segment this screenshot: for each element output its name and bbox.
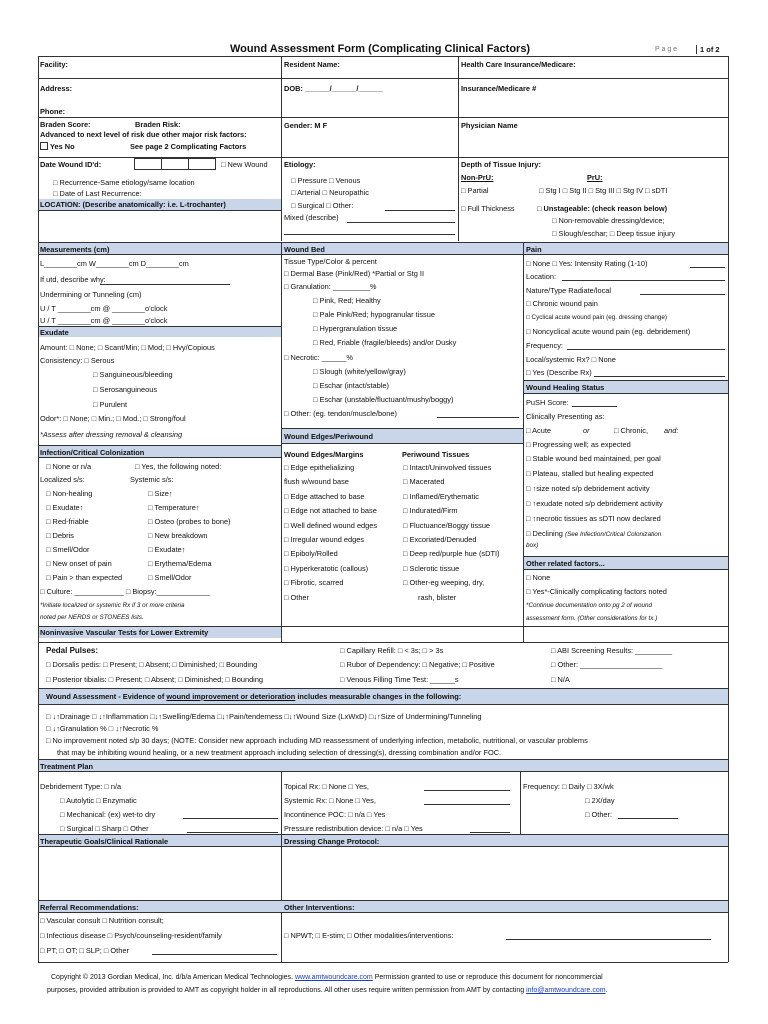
- pain-chronic[interactable]: □ Chronic wound pain: [526, 299, 598, 308]
- periwound-item[interactable]: □ Macerated: [403, 477, 445, 487]
- depth-nonremovable[interactable]: □ Non-removable dressing/device;: [552, 216, 665, 225]
- measure-ut-1[interactable]: U / T ________cm @ ________o'clock: [40, 304, 168, 313]
- infection-local-item[interactable]: □ Pain > than expected: [46, 573, 123, 582]
- dorsalis-pedis[interactable]: □ Dorsalis pedis: □ Present; □ Absent; □ Diminished; □ Bounding: [46, 660, 258, 669]
- edges-margins-header: Wound Edges/Margins: [284, 450, 364, 459]
- referral-line-2[interactable]: □ Infectious disease □ Psych/counseling-resident/family: [40, 931, 222, 940]
- pain-rx[interactable]: Local/systemic Rx? □ None: [526, 355, 616, 364]
- healing-chronic[interactable]: □ Chronic,: [614, 426, 649, 435]
- etiology-row-1[interactable]: □ Pressure □ Venous: [291, 176, 361, 185]
- infection-systemic-item[interactable]: □ Temperature↑: [148, 503, 200, 512]
- pedal-pulses-label: Pedal Pulses:: [46, 646, 99, 655]
- edges-title: Wound Edges/Periwound: [284, 432, 373, 441]
- debridement-autolytic[interactable]: □ Autolytic □ Enzymatic: [60, 796, 137, 805]
- debridement-type[interactable]: Debridement Type: □ n/a: [40, 782, 122, 791]
- page-word: P a g e: [655, 46, 678, 53]
- healing-plateau[interactable]: □ Plateau, stalled but healing expected: [526, 469, 654, 478]
- pain-noncyclical[interactable]: □ Noncyclical acute wound pain (eg. debridement): [526, 327, 691, 336]
- yes-checkbox[interactable]: [40, 142, 48, 150]
- other-interventions-title: Other Interventions:: [284, 903, 355, 912]
- goals-title: Therapeutic Goals/Clinical Rationale: [40, 837, 169, 846]
- infection-culture[interactable]: □ Culture: ____________ □ Biopsy:_____________: [40, 587, 211, 596]
- exudate-purulent[interactable]: □ Purulent: [93, 400, 128, 409]
- vascular-na[interactable]: □ N/A: [551, 675, 570, 684]
- other-factors-yes[interactable]: □ Yes*-Clinically complicating factors noted: [526, 587, 667, 596]
- infection-none[interactable]: □ None or n/a: [46, 462, 92, 471]
- address-label: Address:: [40, 84, 73, 93]
- healing-progressing[interactable]: □ Progressing well; as expected: [526, 440, 631, 449]
- infection-systemic-item[interactable]: □ New breakdown: [148, 531, 208, 540]
- edge-margin-item[interactable]: □ Irregular wound edges: [284, 535, 365, 544]
- debridement-surgical[interactable]: □ Surgical □ Sharp □ Other: [60, 824, 149, 833]
- braden-score-label: Braden Score:: [40, 120, 91, 129]
- bed-line-4[interactable]: □ Pink, Red; Healthy: [313, 296, 381, 305]
- periwound-item[interactable]: □ Sclerotic tissue: [403, 563, 460, 573]
- infection-yes[interactable]: □ Yes, the following noted:: [135, 462, 222, 471]
- infection-note-2: noted per NERDS or STONEES lists.: [40, 614, 144, 621]
- depth-slough[interactable]: □ Slough/eschar; □ Deep tissue injury: [552, 229, 676, 238]
- exudate-consistency[interactable]: Consistency: □ Serous: [40, 356, 115, 365]
- evidence-line-4: that may be inhibiting wound healing, or a new treatment approach including selection of dressing(s), dressing combination and/or FOC.: [57, 748, 502, 757]
- wound-bed-title: Wound Bed: [284, 245, 325, 254]
- measure-undermining: Undermining or Tunneling (cm): [40, 290, 142, 299]
- frame-bottom: [38, 962, 728, 963]
- bed-line-11[interactable]: □ Eschar (unstable/fluctuant/mushy/boggy): [313, 395, 454, 404]
- healing-necrotic[interactable]: □ ↑necrotic tissues as sDTI now declared: [526, 514, 661, 523]
- insurance-label: Health Care Insurance/Medicare:: [461, 60, 576, 69]
- edge-margin-item[interactable]: □ Well defined wound edges: [284, 520, 378, 530]
- periwound-item[interactable]: □ Deep red/purple hue (sDTI): [403, 549, 500, 559]
- dressing-entry-area[interactable]: [283, 848, 726, 898]
- infection-systemic-item[interactable]: □ Osteo (probes to bone): [148, 517, 231, 526]
- rubor-dependency[interactable]: □ Rubor of Dependency: □ Negative; □ Positive: [340, 660, 495, 669]
- clinically-presenting: Clinically Presenting as:: [526, 412, 605, 421]
- periwound-item[interactable]: □ Inflamed/Erythematic: [403, 491, 479, 501]
- footer-line-1: Copyright © 2013 Gordian Medical, Inc. d/b/a American Medical Technologies. www.amtwoundcare.com Permission granted to use or reproduce this document for noncommercial: [51, 974, 603, 981]
- infection-local-item[interactable]: □ Debris: [46, 531, 74, 540]
- frame-right: [728, 56, 729, 962]
- exudate-odor[interactable]: Odor*: □ None; □ Min.; □ Mod.; □ Strong/foul: [40, 414, 186, 423]
- healing-declining-box: box): [526, 542, 539, 549]
- depth-label: Depth of Tissue Injury:: [461, 160, 541, 169]
- dressing-protocol-title: Dressing Change Protocol:: [284, 837, 380, 846]
- gender-label: Gender: M F: [284, 121, 328, 130]
- infection-systemic-item[interactable]: □ Exudate↑: [148, 545, 186, 554]
- date-wound-id-field[interactable]: [134, 158, 216, 170]
- dob-label: DOB: ______/______/______: [284, 84, 384, 93]
- bed-line-7[interactable]: □ Red, Friable (fragile/bleeds) and/or Dusky: [313, 338, 457, 347]
- bed-line-8[interactable]: □ Necrotic: ______%: [284, 353, 353, 362]
- bed-line-10[interactable]: □ Eschar (intact/stable): [313, 381, 389, 390]
- edge-margin-item[interactable]: □ Edge attached to base: [284, 491, 365, 501]
- bed-line-12[interactable]: □ Other: (eg. tendon/muscle/bone): [284, 409, 397, 418]
- exudate-serosanguineous[interactable]: □ Serosanguineous: [93, 385, 158, 394]
- frequency-2x[interactable]: □ 2X/day: [585, 796, 615, 805]
- page-number: 1 of 2: [696, 45, 720, 54]
- infection-note-1: *Initiate localized or systemic Rx if 3 or more criteria: [40, 602, 185, 609]
- footer-line-2: purposes, provided attribution is provided to AMT as copyright holder in all reproductions. All other uses require written permission from AMT by contacting info@amtwoundcare.com.: [47, 987, 608, 994]
- vascular-title: Noninvasive Vascular Tests for Lower Extremity: [40, 628, 209, 637]
- periwound-item[interactable]: □ Other-eg weeping, dry,: [403, 578, 485, 588]
- edge-margin-item[interactable]: □ Epiboly/Rolled: [284, 549, 338, 559]
- measurements-title: Measurements (cm): [40, 245, 110, 254]
- edge-margin-item[interactable]: □ Hyperkeratotic (callous): [284, 563, 369, 573]
- healing-and: and:: [664, 426, 679, 435]
- periwound-item: rash, blister: [418, 592, 457, 602]
- pain-frequency[interactable]: Frequency:: [526, 341, 563, 350]
- advanced-risk-label: Advanced to next level of risk due other major risk factors:: [40, 130, 247, 139]
- insurance-number-label: Insurance/Medicare #: [461, 84, 537, 93]
- referral-line-3[interactable]: □ PT; □ OT; □ SLP; □ Other: [40, 946, 129, 955]
- infection-systemic-item[interactable]: □ Size↑: [148, 489, 173, 498]
- resident-name-label: Resident Name:: [284, 60, 340, 69]
- systemic-rx[interactable]: Systemic Rx: □ None □ Yes,: [284, 796, 376, 805]
- localized-ss: Localized s/s:: [40, 475, 85, 484]
- etiology-row-3[interactable]: □ Surgical □ Other:: [291, 201, 354, 210]
- frame-top: [38, 56, 728, 57]
- location-label: LOCATION: (Describe anatomically: i.e. L-trochanter): [40, 200, 226, 209]
- website-link[interactable]: www.amtwoundcare.com: [294, 974, 373, 981]
- topical-rx[interactable]: Topical Rx: □ None □ Yes,: [284, 782, 369, 791]
- periwound-header: Periwound Tissues: [402, 450, 470, 459]
- evidence-title: Wound Assessment - Evidence of wound improvement or deterioration includes measurable changes in the following:: [46, 692, 462, 701]
- date-wound-id-label: Date Wound ID'd:: [40, 160, 102, 169]
- periwound-item[interactable]: □ Fluctuance/Boggy tissue: [403, 520, 491, 530]
- bed-line-2[interactable]: □ Dermal Base (Pink/Red) *Partial or Stg II: [284, 269, 425, 278]
- evidence-line-2[interactable]: □ ↓↑Granulation % □ ↓↑Necrotic %: [46, 724, 159, 733]
- measure-utd[interactable]: If utd, describe why:: [40, 275, 106, 284]
- facility-label: Facility:: [40, 60, 68, 69]
- referral-line-1[interactable]: □ Vascular consult □ Nutrition consult;: [40, 916, 164, 925]
- goals-entry-area[interactable]: [40, 848, 279, 898]
- edge-margin-item: flush w/wound base: [284, 477, 349, 487]
- advanced-yes-no: Yes No: [40, 142, 75, 151]
- form-title: Wound Assessment Form (Complicating Clinical Factors): [230, 43, 531, 55]
- measure-lwd[interactable]: L________cm W________cm D________cm: [40, 259, 189, 268]
- infection-systemic-item[interactable]: □ Erythema/Edema: [148, 559, 212, 568]
- exudate-sanguineous[interactable]: □ Sanguineous/bleeding: [93, 370, 173, 379]
- bed-line-9[interactable]: □ Slough (white/yellow/gray): [313, 367, 406, 376]
- edge-margin-item[interactable]: □ Other: [284, 592, 310, 602]
- depth-full[interactable]: □ Full Thickness: [461, 204, 515, 213]
- healing-stable[interactable]: □ Stable wound bed maintained, per goal: [526, 454, 661, 463]
- bed-line-6[interactable]: □ Hypergranulation tissue: [313, 324, 398, 333]
- physician-label: Physician Name: [461, 121, 518, 130]
- infection-local-item[interactable]: □ Non-healing: [46, 489, 93, 498]
- healing-or: or: [583, 426, 590, 435]
- systemic-ss: Systemic s/s:: [130, 475, 174, 484]
- evidence-line-1[interactable]: □ ↓↑Drainage □ ↓↑Inflammation □↓↑Swelling/Edema □↓↑Pain/tenderness □↓↑Wound Size (LxWxD) □↓↑Size of Undermining/Tunneling: [46, 712, 482, 721]
- healing-title: Wound Healing Status: [526, 383, 605, 392]
- measure-ut-2[interactable]: U / T ________cm @ ________o'clock: [40, 316, 168, 325]
- incontinence-poc[interactable]: Incontinence POC: □ n/a □ Yes: [284, 810, 386, 819]
- edge-margin-item[interactable]: □ Fibrotic, scarred: [284, 578, 344, 588]
- last-recurrence-option[interactable]: □ Date of Last Recurrence:: [53, 189, 142, 198]
- bed-line-5[interactable]: □ Pale Pink/Red; hypogranular tissue: [313, 310, 435, 319]
- other-factors-title: Other related factors...: [526, 559, 605, 568]
- email-link[interactable]: info@amtwoundcare.com: [526, 987, 606, 994]
- evidence-line-3[interactable]: □ No improvement noted s/p 30 days; (NOTE: Consider new approach including MD reassessment of underlying infection, metabolic, nutritional, or vascular problems: [46, 736, 588, 745]
- non-pru-label: Non-PrU:: [461, 173, 494, 182]
- pain-location[interactable]: Location:: [526, 272, 556, 281]
- frequency[interactable]: Frequency: □ Daily □ 3X/wk: [523, 782, 614, 791]
- pain-nature[interactable]: Nature/Type Radiate/local: [526, 286, 612, 295]
- infection-title: Infection/Critical Colonization: [40, 448, 145, 457]
- phone-label: Phone:: [40, 107, 66, 116]
- venous-filling[interactable]: □ Venous Filling Time Test: ______s: [340, 675, 459, 684]
- posterior-tibialis[interactable]: □ Posterior tibialis: □ Present; □ Absent; □ Diminished; □ Bounding: [46, 675, 264, 684]
- pain-cyclical[interactable]: □ Cyclical acute wound pain (eg. dressing change): [526, 314, 668, 321]
- healing-exudate[interactable]: □ ↑exudate noted s/p debridement activity: [526, 499, 663, 508]
- vascular-other[interactable]: □ Other: ____________________: [551, 660, 663, 669]
- push-score[interactable]: PuSH Score:: [526, 398, 569, 407]
- other-factors-note-2: assessment form. (Other considerations for tx.): [526, 615, 658, 622]
- periwound-item[interactable]: □ Intact/Uninvolved tissues: [403, 463, 492, 472]
- pain-title: Pain: [526, 245, 542, 254]
- periwound-item[interactable]: □ Indurated/Firm: [403, 506, 458, 516]
- exudate-amount[interactable]: Amount: □ None; □ Scant/Min; □ Mod; □ Hvy/Copious: [40, 343, 215, 352]
- healing-size[interactable]: □ ↑size noted s/p debridement activity: [526, 484, 650, 493]
- infection-local-item[interactable]: □ Exudate↑: [46, 503, 84, 512]
- depth-partial[interactable]: □ Partial: [461, 186, 489, 195]
- new-wound-option[interactable]: □ New Wound: [221, 160, 268, 169]
- edge-margin-item[interactable]: □ Edge not attached to base: [284, 506, 377, 516]
- treatment-title: Treatment Plan: [40, 762, 93, 771]
- depth-stages[interactable]: □ Stg I □ Stg II □ Stg III □ Stg IV □ sDTI: [539, 186, 668, 195]
- depth-unstageable[interactable]: □ Unstageable: (check reason below): [537, 204, 668, 213]
- other-factors-none[interactable]: □ None: [526, 573, 551, 582]
- referral-title: Referral Recommendations:: [40, 903, 139, 912]
- capillary-refill[interactable]: □ Capillary Refill: □ < 3s; □ > 3s: [340, 646, 444, 655]
- pain-line-1[interactable]: □ None □ Yes: Intensity Rating (1-10): [526, 259, 648, 268]
- infection-local-item[interactable]: □ Red-friable: [46, 517, 89, 526]
- pru-label: PrU:: [587, 173, 603, 182]
- frame-left: [38, 56, 39, 962]
- infection-local-item[interactable]: □ New onset of pain: [46, 559, 112, 568]
- healing-declining[interactable]: □ Declining (See Infection/Critical Colonization: [526, 529, 662, 538]
- other-factors-note-1: *Continue documentation onto pg 2 of wound: [526, 602, 653, 609]
- debridement-mechanical[interactable]: □ Mechanical: (ex) wet-to dry: [60, 810, 156, 819]
- exudate-note: *Assess after dressing removal & cleansing: [40, 430, 183, 439]
- pain-rx-yes[interactable]: □ Yes (Describe Rx): [526, 368, 592, 377]
- periwound-item[interactable]: □ Excoriated/Denuded: [403, 535, 477, 544]
- pressure-device[interactable]: Pressure redistribution device: □ n/a □ Yes: [284, 824, 423, 833]
- infection-systemic-item[interactable]: □ Smell/Odor: [148, 573, 192, 582]
- edge-margin-item[interactable]: □ Edge epithelializing: [284, 463, 355, 472]
- etiology-row-2[interactable]: □ Arterial □ Neuropathic: [291, 188, 369, 197]
- see-page-note: See page 2 Complicating Factors: [130, 142, 247, 151]
- exudate-title: Exudate: [40, 328, 69, 337]
- bed-line-1: Tissue Type/Color & percent: [284, 257, 377, 266]
- etiology-label: Etiology:: [284, 160, 316, 169]
- braden-risk-label: Braden Risk:: [135, 120, 181, 129]
- other-interventions-line[interactable]: □ NPWT; □ E-stim; □ Other modalities/interventions:: [284, 931, 454, 940]
- infection-local-item[interactable]: □ Smell/Odor: [46, 545, 90, 554]
- recurrence-option[interactable]: □ Recurrence-Same etiology/same location: [53, 178, 195, 187]
- bed-line-3[interactable]: □ Granulation: _________%: [284, 282, 377, 291]
- etiology-mixed[interactable]: Mixed (describe): [284, 213, 339, 222]
- healing-acute[interactable]: □ Acute: [526, 426, 552, 435]
- abi-results[interactable]: □ ABI Screening Results: _________: [551, 646, 673, 655]
- frequency-other[interactable]: □ Other:: [585, 810, 613, 819]
